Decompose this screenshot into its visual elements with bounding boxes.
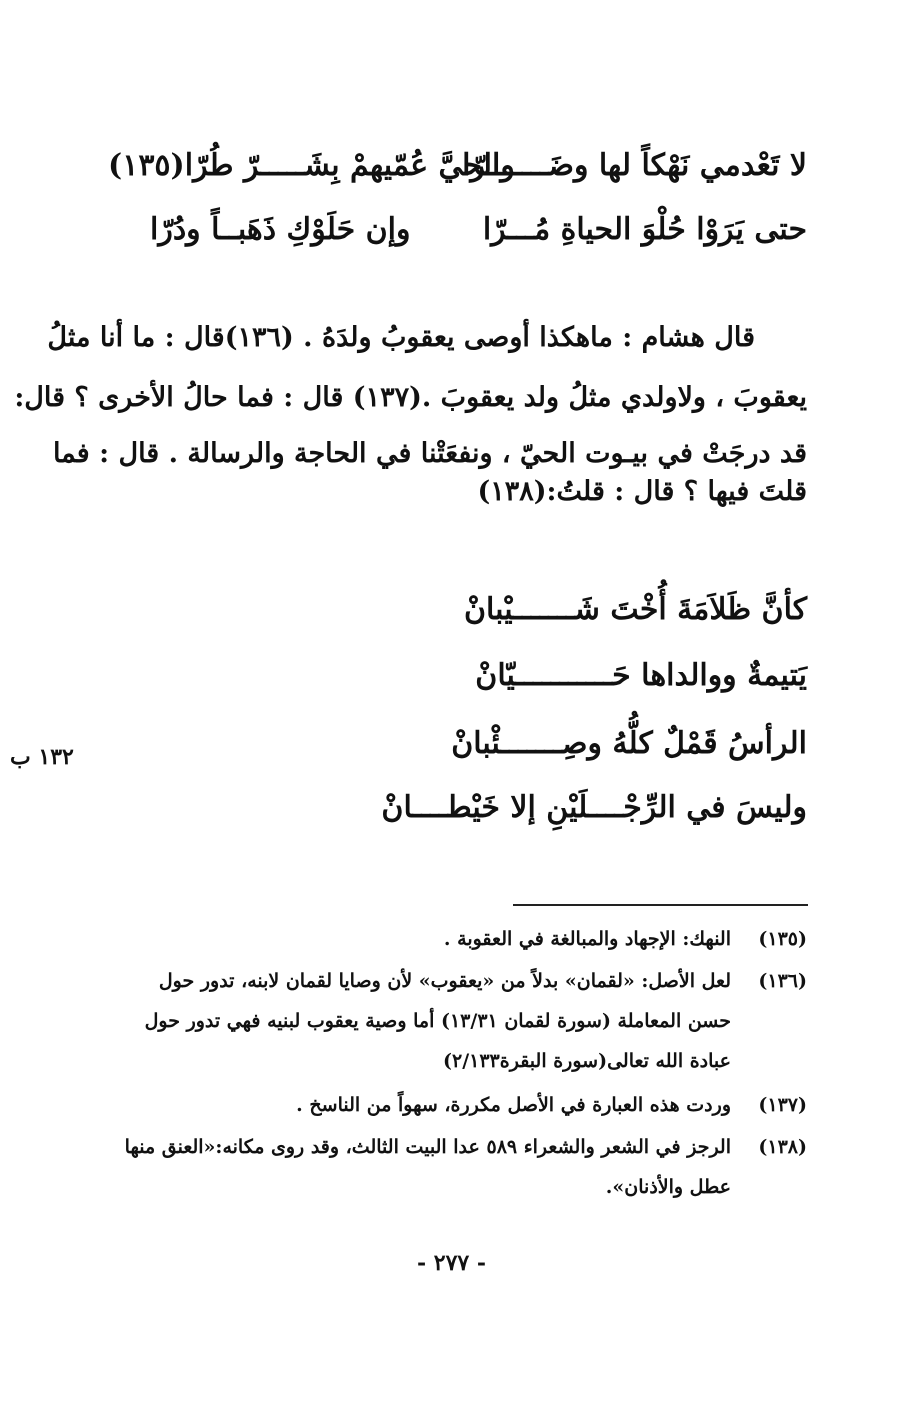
verse-2-hemistich-left: وإن حَلَوْكِ ذَهَبــاً ودُرّا — [150, 212, 411, 247]
footnote-136-text-line-3: عبادة الله تعالى(سورة البقرة٢/١٣٣) — [442, 1050, 731, 1072]
footnote-137-number: (١٣٧) — [758, 1094, 807, 1116]
verse-1-hemistich-right: لا تَعْدمي نَهْكاً لها وضَـــــــرّا — [462, 148, 807, 183]
footnote-136-text-line-1: لعل الأصل: «لقمان» بدلاً من «يعقوب» لأن وصايا لقمان لابنه، تدور حول — [158, 970, 731, 992]
margin-folio-reference: ١٣٢ ب — [10, 744, 74, 770]
footnote-138-number: (١٣٨) — [758, 1136, 807, 1158]
footnote-136-text-line-2: حسن المعاملة (سورة لقمان ١٣/٣١) أما وصية يعقوب لبنيه فهي تدور حول — [144, 1010, 731, 1032]
footnote-138-text-line-1: الرجز في الشعر والشعراء ٥٨٩ عدا البيت الثالث، وقد روى مكانه:«العنق منها — [124, 1136, 731, 1158]
rajaz-line-4: وليسَ في الرِّجْــــلَيْنِ إلا خَيْطــــانْ — [381, 790, 807, 825]
footnote-136-number: (١٣٦) — [758, 970, 807, 992]
verse-1-hemistich-left: والحيَّ عُمّيهمْ بِشَـــــرّ طُرّا(١٣٥) — [108, 148, 515, 183]
footnote-135-text: النهك: الإجهاد والمبالغة في العقوبة . — [443, 928, 731, 950]
footnote-135-number: (١٣٥) — [758, 928, 807, 950]
page-number: - ٢٧٧ - — [416, 1250, 487, 1276]
prose-line-1: قال هشام : ماهكذا أوصى يعقوبُ ولدَهُ . (١٣٦)قال : ما أنا مثلُ — [47, 322, 755, 353]
prose-line-3: قد درجَتْ في بيـوت الحيّ ، ونفعَتْنا في الحاجة والرسالة . قال : فما — [52, 438, 807, 469]
footnote-separator — [513, 904, 808, 906]
footnote-138-text-line-2: عطل والأذنان». — [605, 1176, 731, 1198]
verse-2-hemistich-right: حتى يَرَوْا حُلْوَ الحياةِ مُـــرّا — [482, 212, 807, 247]
prose-line-2: يعقوبَ ، ولاولدي مثلُ ولد يعقوبَ .(١٣٧) قال : فما حالُ الأخرى ؟ قال: — [14, 382, 807, 413]
rajaz-line-1: كأنَّ ظَلاَمَةَ أُخْتَ شَـــــــيْبانْ — [464, 592, 807, 627]
prose-line-4: قلتَ فيها ؟ قال : قلتُ:(١٣٨) — [477, 476, 807, 507]
footnote-137-text: وردت هذه العبارة في الأصل مكررة، سهواً من الناسخ . — [296, 1094, 731, 1116]
rajaz-line-3: الرأسُ قَمْلٌ كلُّهُ وصِـــــــئْبانْ — [451, 726, 807, 761]
rajaz-line-2: يَتيمةٌ ووالداها حَـــــــــــيّانْ — [475, 658, 807, 693]
